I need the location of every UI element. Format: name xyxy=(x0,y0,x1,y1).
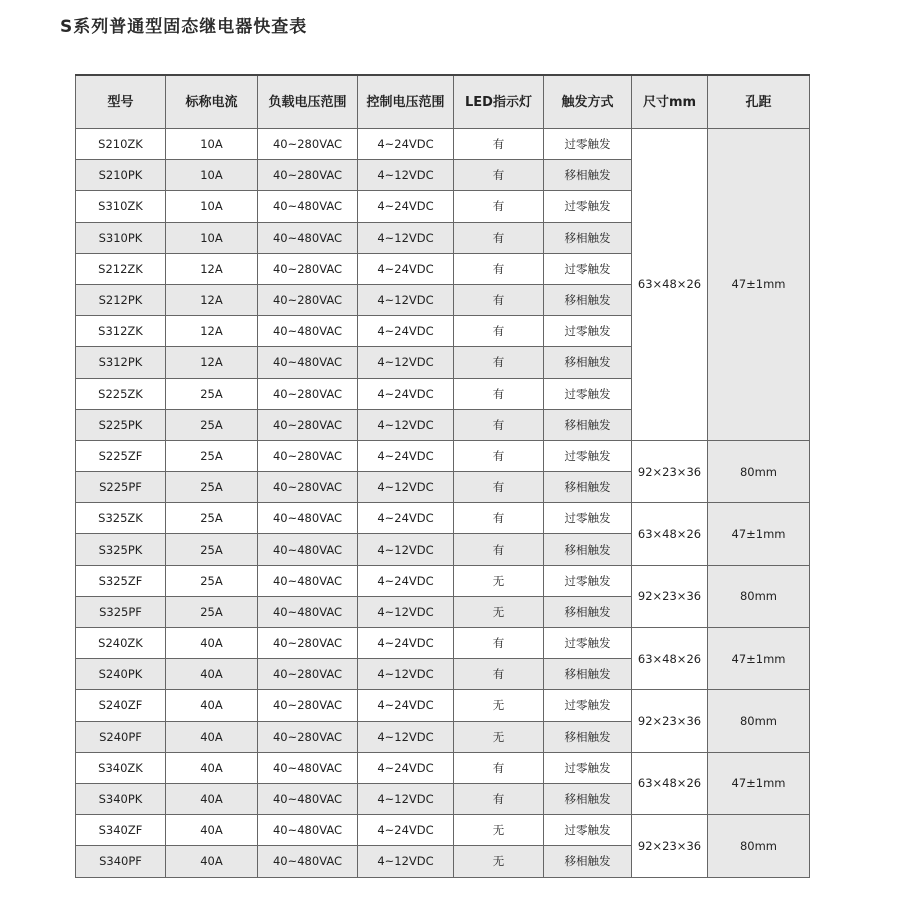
cell-trigger: 过零触发 xyxy=(544,503,632,534)
cell-size: 92×23×36 xyxy=(632,815,708,877)
cell-control-voltage: 4~12VDC xyxy=(358,534,454,565)
cell-control-voltage: 4~12VDC xyxy=(358,160,454,191)
cell-control-voltage: 4~12VDC xyxy=(358,721,454,752)
cell-current: 12A xyxy=(166,253,258,284)
cell-current: 40A xyxy=(166,690,258,721)
cell-current: 40A xyxy=(166,752,258,783)
cell-size: 92×23×36 xyxy=(632,440,708,502)
cell-trigger: 移相触发 xyxy=(544,409,632,440)
cell-model: S310PK xyxy=(76,222,166,253)
cell-control-voltage: 4~12VDC xyxy=(358,284,454,315)
cell-led: 无 xyxy=(454,690,544,721)
cell-model: S340PK xyxy=(76,783,166,814)
cell-current: 40A xyxy=(166,721,258,752)
cell-led: 无 xyxy=(454,565,544,596)
header-led: LED指示灯 xyxy=(454,75,544,129)
cell-control-voltage: 4~24VDC xyxy=(358,752,454,783)
cell-trigger: 过零触发 xyxy=(544,628,632,659)
cell-load-voltage: 40~480VAC xyxy=(258,316,358,347)
table-row xyxy=(76,628,810,659)
cell-trigger: 过零触发 xyxy=(544,316,632,347)
cell-current: 40A xyxy=(166,628,258,659)
cell-current: 40A xyxy=(166,846,258,877)
cell-led: 有 xyxy=(454,472,544,503)
cell-hole-spacing: 80mm xyxy=(708,565,810,627)
table-row xyxy=(76,752,810,783)
cell-led: 无 xyxy=(454,815,544,846)
cell-model: S325ZF xyxy=(76,565,166,596)
cell-current: 40A xyxy=(166,815,258,846)
cell-model: S312ZK xyxy=(76,316,166,347)
cell-model: S212ZK xyxy=(76,253,166,284)
cell-control-voltage: 4~24VDC xyxy=(358,129,454,160)
cell-current: 10A xyxy=(166,191,258,222)
cell-model: S212PK xyxy=(76,284,166,315)
cell-trigger: 移相触发 xyxy=(544,347,632,378)
cell-model: S210PK xyxy=(76,160,166,191)
cell-led: 有 xyxy=(454,628,544,659)
cell-current: 40A xyxy=(166,783,258,814)
cell-trigger: 移相触发 xyxy=(544,846,632,877)
cell-led: 有 xyxy=(454,503,544,534)
cell-trigger: 移相触发 xyxy=(544,534,632,565)
cell-model: S340PF xyxy=(76,846,166,877)
header-model: 型号 xyxy=(76,75,166,129)
cell-model: S325ZK xyxy=(76,503,166,534)
cell-led: 有 xyxy=(454,659,544,690)
cell-load-voltage: 40~480VAC xyxy=(258,815,358,846)
cell-hole-spacing: 80mm xyxy=(708,690,810,752)
header-load-voltage: 负载电压范围 xyxy=(258,75,358,129)
cell-current: 10A xyxy=(166,222,258,253)
cell-load-voltage: 40~480VAC xyxy=(258,596,358,627)
cell-size: 63×48×26 xyxy=(632,503,708,565)
cell-hole-spacing: 80mm xyxy=(708,440,810,502)
cell-current: 10A xyxy=(166,160,258,191)
cell-control-voltage: 4~12VDC xyxy=(358,472,454,503)
cell-load-voltage: 40~280VAC xyxy=(258,129,358,160)
cell-hole-spacing: 80mm xyxy=(708,815,810,877)
cell-size: 63×48×26 xyxy=(632,628,708,690)
cell-trigger: 过零触发 xyxy=(544,378,632,409)
table-row xyxy=(76,565,810,596)
cell-hole-spacing: 47±1mm xyxy=(708,752,810,814)
cell-led: 有 xyxy=(454,440,544,471)
cell-led: 有 xyxy=(454,534,544,565)
table-header-row xyxy=(76,75,810,129)
cell-trigger: 过零触发 xyxy=(544,191,632,222)
cell-trigger: 移相触发 xyxy=(544,160,632,191)
table-row xyxy=(76,129,810,160)
cell-model: S240PK xyxy=(76,659,166,690)
cell-trigger: 过零触发 xyxy=(544,752,632,783)
cell-model: S310ZK xyxy=(76,191,166,222)
cell-trigger: 过零触发 xyxy=(544,690,632,721)
cell-model: S225ZK xyxy=(76,378,166,409)
table-row xyxy=(76,690,810,721)
cell-led: 有 xyxy=(454,316,544,347)
cell-model: S225PK xyxy=(76,409,166,440)
cell-led: 有 xyxy=(454,160,544,191)
cell-load-voltage: 40~480VAC xyxy=(258,565,358,596)
cell-load-voltage: 40~480VAC xyxy=(258,846,358,877)
cell-current: 25A xyxy=(166,534,258,565)
cell-load-voltage: 40~480VAC xyxy=(258,191,358,222)
cell-trigger: 过零触发 xyxy=(544,253,632,284)
cell-load-voltage: 40~480VAC xyxy=(258,347,358,378)
cell-led: 有 xyxy=(454,129,544,160)
cell-model: S240PF xyxy=(76,721,166,752)
cell-model: S240ZK xyxy=(76,628,166,659)
cell-hole-spacing: 47±1mm xyxy=(708,129,810,441)
cell-trigger: 移相触发 xyxy=(544,472,632,503)
cell-trigger: 移相触发 xyxy=(544,596,632,627)
cell-trigger: 移相触发 xyxy=(544,721,632,752)
cell-trigger: 移相触发 xyxy=(544,783,632,814)
cell-load-voltage: 40~480VAC xyxy=(258,783,358,814)
cell-model: S210ZK xyxy=(76,129,166,160)
cell-control-voltage: 4~24VDC xyxy=(358,378,454,409)
cell-size: 92×23×36 xyxy=(632,565,708,627)
cell-led: 有 xyxy=(454,253,544,284)
cell-model: S325PF xyxy=(76,596,166,627)
cell-trigger: 过零触发 xyxy=(544,565,632,596)
cell-led: 有 xyxy=(454,752,544,783)
cell-led: 有 xyxy=(454,378,544,409)
cell-control-voltage: 4~12VDC xyxy=(358,596,454,627)
relay-quick-reference-table xyxy=(75,74,810,878)
cell-led: 有 xyxy=(454,409,544,440)
cell-load-voltage: 40~280VAC xyxy=(258,690,358,721)
cell-load-voltage: 40~480VAC xyxy=(258,752,358,783)
cell-model: S225PF xyxy=(76,472,166,503)
table-body xyxy=(76,129,810,878)
cell-model: S325PK xyxy=(76,534,166,565)
cell-current: 25A xyxy=(166,472,258,503)
cell-load-voltage: 40~480VAC xyxy=(258,534,358,565)
cell-hole-spacing: 47±1mm xyxy=(708,628,810,690)
header-size: 尺寸mm xyxy=(632,75,708,129)
cell-control-voltage: 4~24VDC xyxy=(358,815,454,846)
cell-load-voltage: 40~280VAC xyxy=(258,253,358,284)
cell-led: 有 xyxy=(454,347,544,378)
cell-size: 63×48×26 xyxy=(632,129,708,441)
cell-hole-spacing: 47±1mm xyxy=(708,503,810,565)
cell-current: 25A xyxy=(166,440,258,471)
cell-load-voltage: 40~280VAC xyxy=(258,472,358,503)
cell-control-voltage: 4~12VDC xyxy=(358,783,454,814)
cell-control-voltage: 4~12VDC xyxy=(358,846,454,877)
cell-current: 25A xyxy=(166,503,258,534)
cell-model: S240ZF xyxy=(76,690,166,721)
cell-control-voltage: 4~24VDC xyxy=(358,253,454,284)
cell-trigger: 过零触发 xyxy=(544,815,632,846)
cell-control-voltage: 4~24VDC xyxy=(358,440,454,471)
cell-model: S225ZF xyxy=(76,440,166,471)
cell-current: 25A xyxy=(166,378,258,409)
cell-model: S340ZK xyxy=(76,752,166,783)
cell-control-voltage: 4~12VDC xyxy=(358,409,454,440)
table-row xyxy=(76,440,810,471)
cell-led: 有 xyxy=(454,284,544,315)
cell-load-voltage: 40~280VAC xyxy=(258,628,358,659)
cell-led: 有 xyxy=(454,783,544,814)
cell-current: 25A xyxy=(166,596,258,627)
cell-led: 无 xyxy=(454,846,544,877)
cell-load-voltage: 40~280VAC xyxy=(258,409,358,440)
cell-current: 12A xyxy=(166,316,258,347)
cell-current: 40A xyxy=(166,659,258,690)
cell-control-voltage: 4~24VDC xyxy=(358,316,454,347)
cell-load-voltage: 40~280VAC xyxy=(258,284,358,315)
cell-current: 10A xyxy=(166,129,258,160)
cell-load-voltage: 40~480VAC xyxy=(258,222,358,253)
cell-size: 92×23×36 xyxy=(632,690,708,752)
cell-trigger: 移相触发 xyxy=(544,222,632,253)
cell-control-voltage: 4~24VDC xyxy=(358,503,454,534)
header-current: 标称电流 xyxy=(166,75,258,129)
cell-load-voltage: 40~280VAC xyxy=(258,440,358,471)
table-row xyxy=(76,815,810,846)
header-trigger: 触发方式 xyxy=(544,75,632,129)
cell-control-voltage: 4~24VDC xyxy=(358,690,454,721)
cell-control-voltage: 4~24VDC xyxy=(358,565,454,596)
cell-load-voltage: 40~280VAC xyxy=(258,160,358,191)
cell-led: 无 xyxy=(454,596,544,627)
cell-load-voltage: 40~280VAC xyxy=(258,659,358,690)
cell-led: 有 xyxy=(454,222,544,253)
cell-led: 无 xyxy=(454,721,544,752)
cell-current: 25A xyxy=(166,409,258,440)
cell-current: 12A xyxy=(166,347,258,378)
cell-control-voltage: 4~12VDC xyxy=(358,222,454,253)
cell-control-voltage: 4~24VDC xyxy=(358,191,454,222)
header-control-voltage: 控制电压范围 xyxy=(358,75,454,129)
page-title: S系列普通型固态继电器快查表 xyxy=(60,17,308,37)
cell-load-voltage: 40~280VAC xyxy=(258,721,358,752)
cell-led: 有 xyxy=(454,191,544,222)
cell-control-voltage: 4~12VDC xyxy=(358,659,454,690)
cell-size: 63×48×26 xyxy=(632,752,708,814)
cell-control-voltage: 4~24VDC xyxy=(358,628,454,659)
cell-control-voltage: 4~12VDC xyxy=(358,347,454,378)
cell-model: S312PK xyxy=(76,347,166,378)
table-row xyxy=(76,503,810,534)
cell-current: 25A xyxy=(166,565,258,596)
cell-trigger: 移相触发 xyxy=(544,659,632,690)
cell-load-voltage: 40~480VAC xyxy=(258,503,358,534)
cell-model: S340ZF xyxy=(76,815,166,846)
cell-current: 12A xyxy=(166,284,258,315)
cell-trigger: 过零触发 xyxy=(544,440,632,471)
cell-trigger: 过零触发 xyxy=(544,129,632,160)
header-hole: 孔距 xyxy=(708,75,810,129)
cell-trigger: 移相触发 xyxy=(544,284,632,315)
cell-load-voltage: 40~280VAC xyxy=(258,378,358,409)
